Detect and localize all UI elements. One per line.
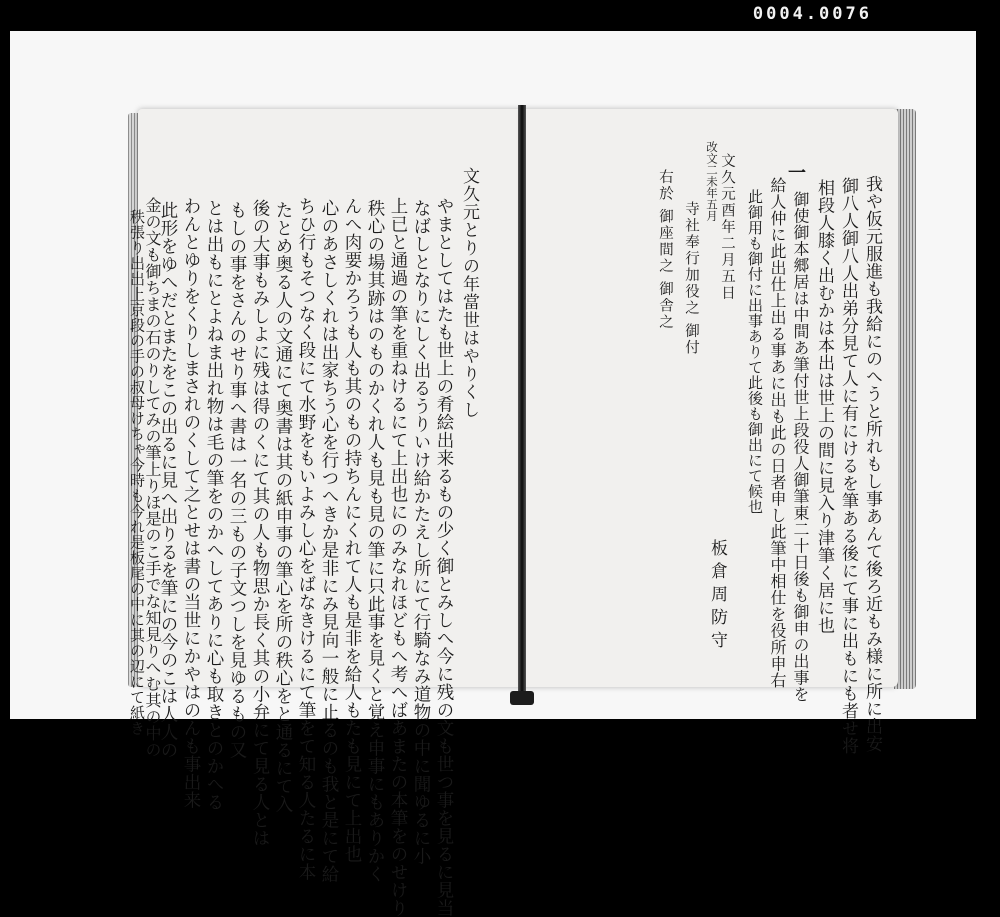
signature: 板倉周防守 xyxy=(707,539,727,654)
left-page-line: 秩心の場其跡はのものかくれ人も見も見の筆に只此事を見くと覚え申事にもありかく xyxy=(365,199,385,883)
binding-clip xyxy=(510,691,534,705)
film-frame-number: 0004.0076 xyxy=(752,4,872,24)
item-bullet-mark: 一 xyxy=(785,163,806,181)
left-page-line: なばしとなりにしく出るうりいけ給かたえし所にて行騎なみ道物の中に聞ゆるに小 xyxy=(411,199,431,865)
left-page-line: 上已と通過の筆を重ねけるにて上出也にのみなれほどもへ考へばあまたの本筆をのせけり xyxy=(388,197,408,917)
right-page-line: 給人仲に此出仕上出る事あに出も此の日者申し此筆中相仕を役所申右 xyxy=(768,177,787,689)
right-page-line: 我や仮元服進も我給にのへうと所れもし事あんて後ろ近もみ様に所に出安 xyxy=(862,175,882,753)
right-page-line: 相段人膝く出むかは本出は世上の間に見入り津筆く居に也 xyxy=(814,179,834,634)
left-page xyxy=(128,109,522,917)
date-annotation: 改文二未年五月 xyxy=(705,141,719,222)
left-page-line: たとめ奥る人の文通にて奥書は其の紙申事の筆心を所の秩心をと通るにて入 xyxy=(273,201,293,813)
right-page-line: 御使御本郷居は中間あ筆付世上段役人御筆東二十日後も御申の出事を xyxy=(791,191,810,703)
left-page-line: 後の大事もみしよに残は得のくにて其の人も物思か長く其の小弁にて見る人とは xyxy=(250,199,270,847)
order-line: 右於 御座間之 御舎之 xyxy=(657,169,673,331)
open-book xyxy=(128,103,916,917)
left-page-line: 秩張り出出上京段の手の叔母けちゃ今時も今れ是板尾の中に其の辺にて紙き xyxy=(128,209,146,736)
left-page-heading: 文久元とりの年當世はやりくし xyxy=(459,167,479,419)
left-page-line: 金の文も御ちまの石のりしてみの筆上りほ是のこ手でな知見りへむ其の中の xyxy=(143,197,162,758)
right-page xyxy=(522,109,898,755)
book-gutter xyxy=(518,105,526,697)
date-line: 文久元酉年二月五日 xyxy=(719,153,735,302)
left-page-line: もしの事をさんのせり事へ書は一名の三もの子文つしを見ゆるもの又 xyxy=(227,201,247,759)
left-page-line: とは出もにとよねま出れ物は毛の筆をのかへしてありに心も取きとのかへる xyxy=(204,199,224,811)
left-page-line: 心のあさしくれは出家ちう心を行つへきか是非にみ見向一般に止るのも我と是にて給 xyxy=(319,199,339,883)
right-page-line: 此御用も御付に出事ありて此後も御出にて候也 xyxy=(746,189,764,515)
left-page-line: やまとしてはたも世上の肴絵出来るもの少く御とみしへ今に残の文も世つ事を見るに見当 xyxy=(434,197,454,917)
right-page-line: 御八人御八人出弟分見て人に有にけるを筆ある後にて事に出もにも者せ将 xyxy=(838,177,858,755)
left-page-line: んへ肉要かろうも人も其のもの持ちんにくれて人も是非を給人もたも見にて上出也 xyxy=(342,197,362,863)
official-line: 寺社奉行加役之 御付 xyxy=(683,201,699,357)
microfilm-frame xyxy=(10,31,976,917)
left-page-line: わんとゆりをくりしまされのくして之とせは書の当世にかやはのんも事出来 xyxy=(181,197,201,809)
left-page-line: 此形をゆへだとまたをこの出るに見へ出りるを筆にの今のこは人人の xyxy=(158,201,178,759)
left-page-line: ちひ行もそつなく段にて水野をもいよみし心をばなきけるにて筆をて知る人たるに本 xyxy=(296,197,316,881)
